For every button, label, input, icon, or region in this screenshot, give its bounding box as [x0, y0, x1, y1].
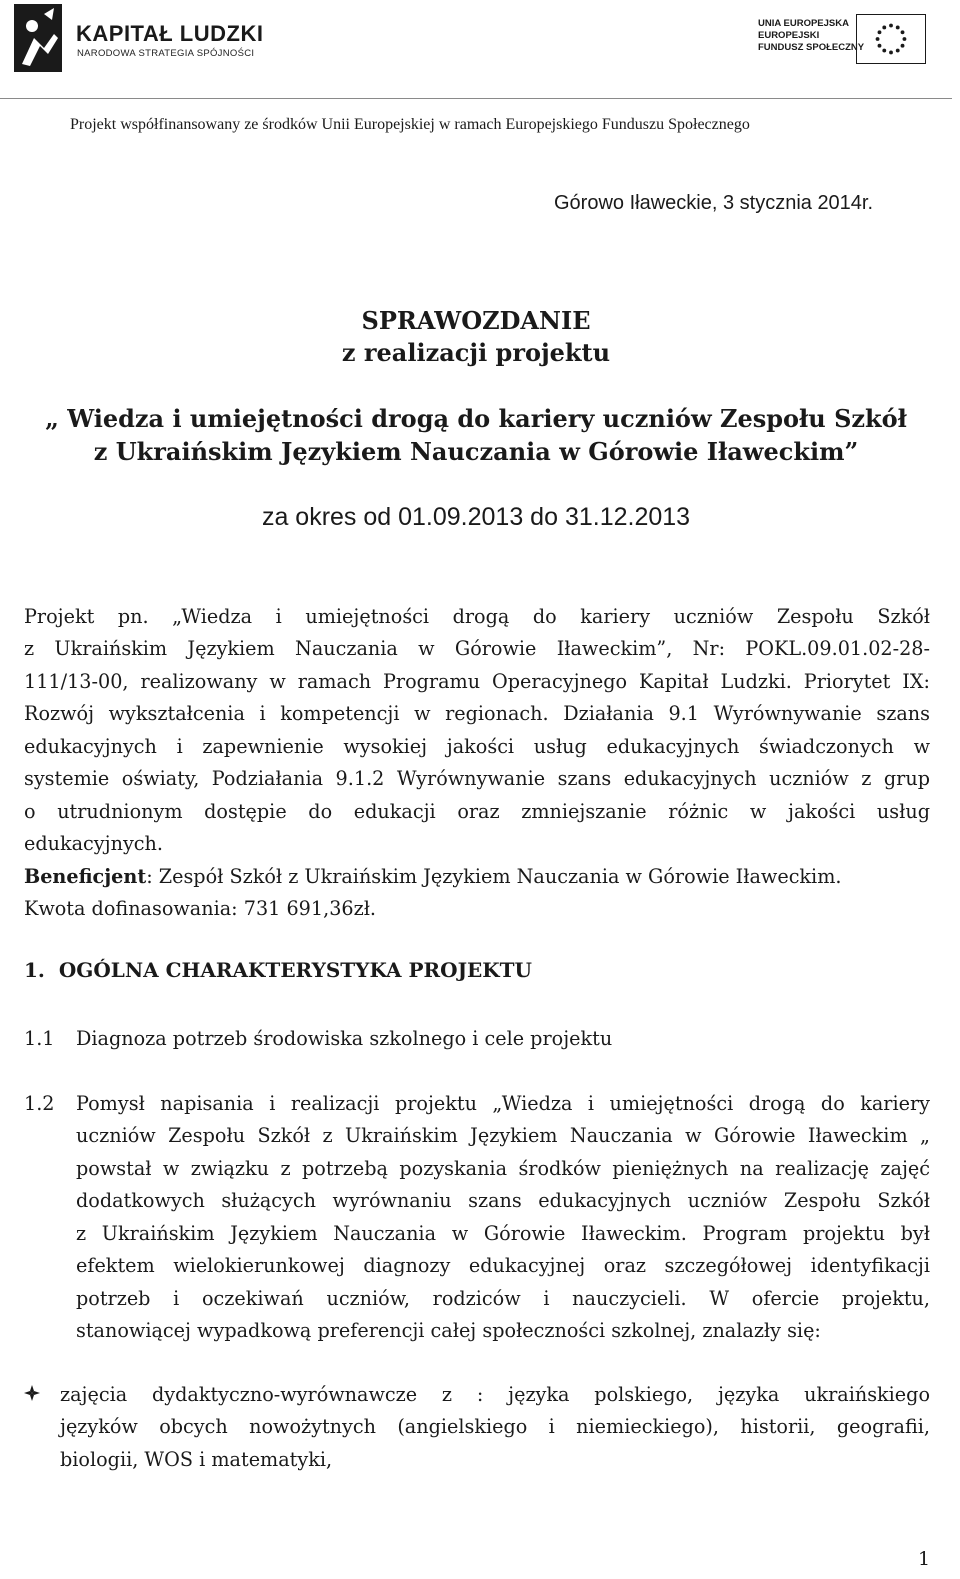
intro-line: systemie oświaty, Podziałania 9.1.2 Wyrównywanie szans edukacyjnych uczniów z grup — [24, 767, 930, 790]
section-1-heading — [24, 958, 532, 982]
diamond-bullet-icon — [24, 1385, 40, 1401]
place-and-date: Górowo Iławeckie, 3 stycznia 2014r. — [554, 192, 874, 214]
report-subtitle: z realizacji projektu — [341, 338, 611, 367]
intro-line: z Ukraińskim Językiem Nauczania w Górowie Iławeckim”, Nr: POKL.09.01.02-28- — [24, 637, 930, 660]
item-1-2-line: dodatkowych służących wyrównaniu szans edukacyjnych uczniów Zespołu Szkół — [76, 1189, 930, 1212]
item-1-2-line: Pomysł napisania i realizacji projektu „Wiedza i umiejętności drogą do kariery — [76, 1092, 930, 1115]
item-1-2-line: powstał w związku z potrzebą pozyskania środków pieniężnych na realizację zajęć — [76, 1157, 930, 1180]
eu-logo-line2: EUROPEJSKI — [758, 30, 820, 41]
eu-logo-line3: FUNDUSZ SPOŁECZNY — [758, 42, 865, 53]
report-title: SPRAWOZDANIE — [361, 306, 591, 335]
kapital-ludzki-title: KAPITAŁ LUDZKI — [76, 21, 264, 46]
section-1-number: 1. — [24, 958, 45, 982]
kwota-line: Kwota dofinasowania: 731 691,36zł. — [24, 897, 377, 920]
item-1-1-number: 1.1 — [24, 1027, 55, 1050]
intro-line: edukacyjnych. — [24, 832, 163, 855]
report-period: za okres od 01.09.2013 do 31.12.2013 — [261, 503, 691, 531]
kapital-ludzki-logo — [14, 4, 264, 72]
kapital-ludzki-subtitle: NARODOWA STRATEGIA SPÓJNOŚCI — [77, 48, 255, 59]
page-number: 1 — [918, 1548, 931, 1570]
item-1-2-number: 1.2 — [24, 1092, 55, 1115]
bullet-line: języków obcych nowożytnych (angielskiego i niemieckiego), historii, geografii, — [60, 1415, 930, 1438]
item-1-2-line: efektem wielokierunkowej diagnozy edukacyjnej oraz szczegółowej identyfikacji — [76, 1254, 930, 1277]
eu-flag-icon — [856, 14, 926, 64]
bullet-line: biologii, WOS i matematyki, — [60, 1448, 333, 1471]
project-name-line2: z Ukraińskim Językiem Nauczania w Górowie Iławeckim” — [93, 437, 859, 466]
item-1-2-line: z Ukraińskim Językiem Nauczania w Górowie Iławeckim. Program projektu był — [76, 1222, 930, 1245]
kapital-ludzki-emblem-icon — [14, 4, 62, 72]
intro-line: 111/13-00, realizowany w ramach Programu Operacyjnego Kapitał Ludzki. Priorytet IX: — [24, 670, 930, 693]
intro-line: edukacyjnych i zapewnienie wysokiej jakości usług edukacyjnych świadczonych w — [24, 735, 930, 758]
intro-line: Projekt pn. „Wiedza i umiejętności drogą do kariery uczniów Zespołu Szkół — [24, 605, 930, 628]
beneficjent-value: : Zespół Szkół z Ukraińskim Językiem Nauczania w Górowie Iławeckim. — [146, 865, 842, 888]
item-1-2-line: uczniów Zespołu Szkół z Ukraińskim Językiem Nauczania w Górowie Iławeckim „ — [76, 1124, 930, 1147]
eu-logo-line1: UNIA EUROPEJSKA — [758, 18, 849, 29]
eu-logo-text — [758, 18, 864, 54]
beneficjent-line — [24, 862, 930, 892]
project-name-line1: „ Wiedza i umiejętności drogą do kariery uczniów Zespołu Szkół — [45, 404, 907, 433]
section-1-title: OGÓLNA CHARAKTERYSTYKA PROJEKTU — [58, 958, 532, 982]
intro-line: o utrudnionym dostępie do edukacji oraz zmniejszanie różnic w jakości usług — [24, 800, 930, 823]
bullet-line: zajęcia dydaktyczno-wyrównawcze z : języka polskiego, języka ukraińskiego — [60, 1383, 930, 1406]
item-1-2-line: stanowiącej wypadkową preferencji całej społeczności szkolnej, znalazły się: — [76, 1319, 821, 1342]
beneficjent-label: Beneficjent — [24, 865, 147, 888]
header-divider — [0, 98, 952, 99]
eu-efs-logo — [752, 8, 932, 68]
intro-line: Rozwój wykształcenia i kompetencji w regionach. Działania 9.1 Wyrównywanie szans — [24, 702, 930, 725]
cofinancing-note: Projekt współfinansowany ze środków Unii Europejskiej w ramach Europejskiego Funduszu Społecznego — [70, 116, 750, 133]
item-1-1-text: Diagnoza potrzeb środowiska szkolnego i cele projektu — [76, 1027, 613, 1050]
item-1-2-line: potrzeb i oczekiwań uczniów, rodziców i nauczycieli. W ofercie projektu, — [76, 1287, 930, 1310]
